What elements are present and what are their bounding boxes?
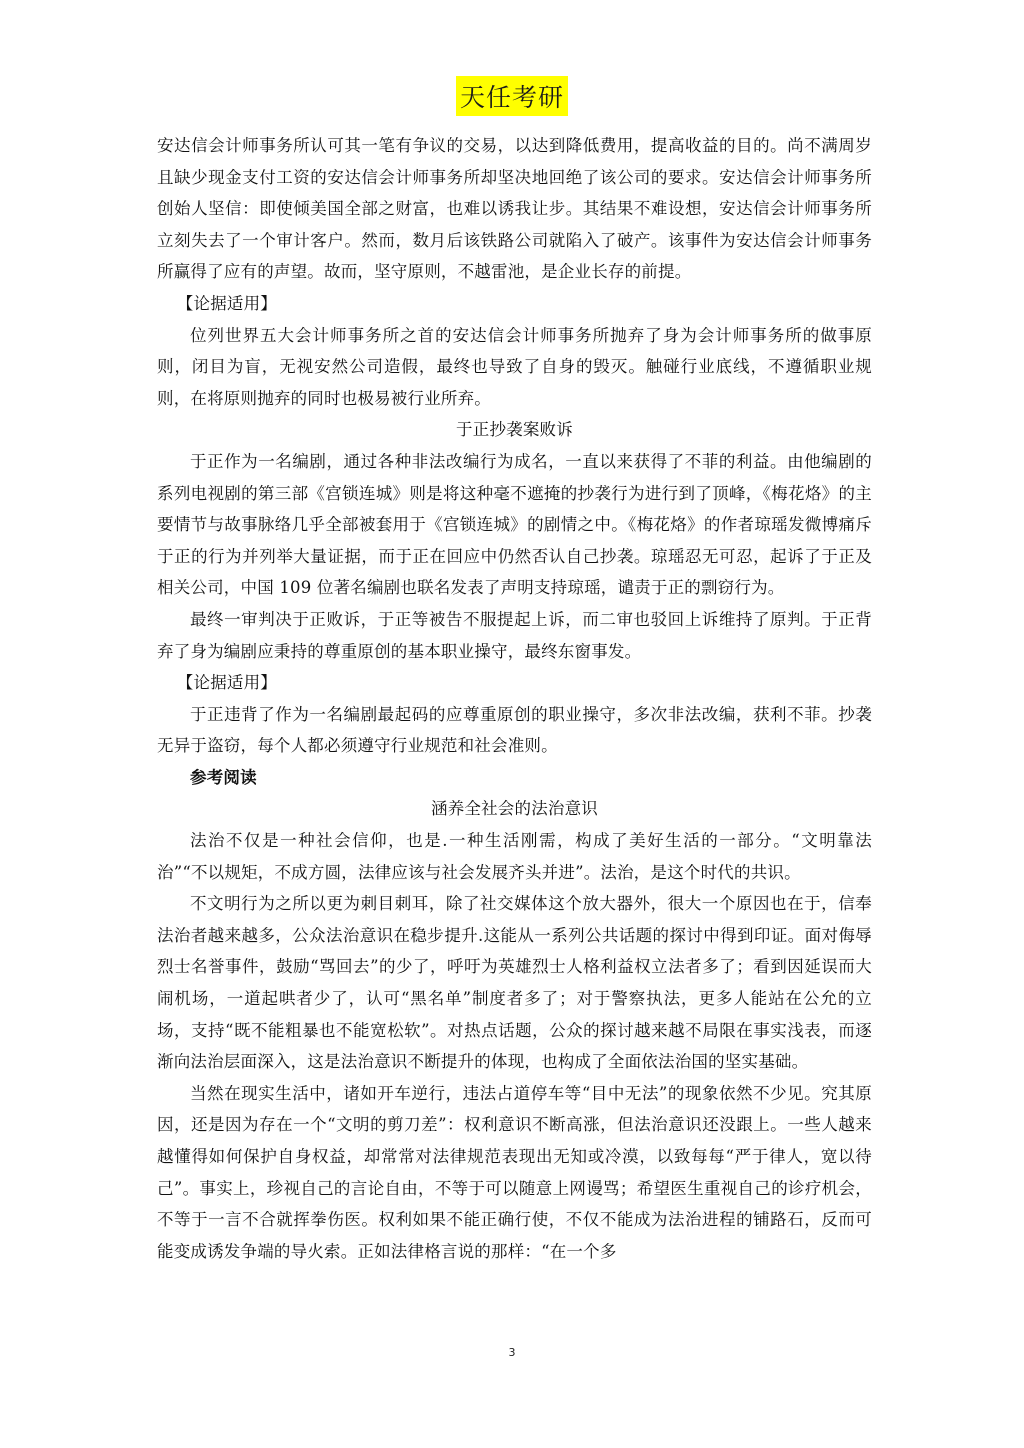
paragraph: 不文明行为之所以更为刺目刺耳，除了社交媒体这个放大器外，很大一个原因也在于，信奉法治者越来越多，公众法治意识在稳步提升.这能从一系列公共话题的探讨中得到印证。面对侮辱烈士名誉事件，鼓励“骂回去”的少了，呼吁为英雄烈士人格利益权立法者多了；看到因延误而大闹机场，一道起哄者少了，认可“黑名单”制度者多了；对于警察执法，更多人能站在公允的立场，支持“既不能粗暴也不能宽松软”。对热点话题，公众的探讨越来越不局限在事实浅表，而逐渐向法治层面深入，这是法治意识不断提升的体现，也构成了全面依法治国的坚实基础。 — [157, 894, 872, 1072]
section-label: 参考阅读 — [190, 767, 257, 787]
document-body — [157, 130, 872, 1267]
paragraph: 最终一审判决于正败诉，于正等被告不服提起上诉，而二审也驳回上诉维持了原判。于正背弃了身为编剧应秉持的尊重原创的基本职业操守，最终东窗事发。 — [157, 609, 872, 661]
paragraph: 于正违背了作为一名编剧最起码的应尊重原创的职业操守，多次非法改编，获利不菲。抄袭无异于盗窃，每个人都必须遵守行业规范和社会准则。 — [157, 704, 872, 756]
paragraph: 位列世界五大会计师事务所之首的安达信会计师事务所抛弃了身为会计师事务所的做事原则，闭目为盲，无视安然公司造假，最终也导致了自身的毁灭。触碰行业底线，不遵循职业规则，在将原则抛弃的同时也极易被行业所弃。 — [157, 325, 872, 408]
argument-label: 【论据适用】 — [176, 673, 277, 693]
page-number: 3 — [508, 1346, 516, 1359]
paragraph: 安达信会计师事务所认可其一笔有争议的交易，以达到降低费用，提高收益的目的。尚不满周岁且缺少现金支付工资的安达信会计师事务所却坚决地回绝了该公司的要求。安达信会计师事务所创始人坚信：即使倾美国全部之财富，也难以诱我让步。其结果不难设想，安达信会计师事务所立刻失去了一个审计客户。然而，数月后该铁路公司就陷入了破产。该事件为安达信会计师事务所赢得了应有的声望。故而，坚守原则，不越雷池，是企业长存的前提。 — [157, 136, 872, 282]
argument-label: 【论据适用】 — [176, 293, 277, 313]
paragraph: 法治不仅是一种社会信仰，也是.一种生活刚需，构成了美好生活的一部分。“文明靠法治”“不以规矩，不成方圆，法律应该与社会发展齐头并进”。法治，是这个时代的共识。 — [157, 831, 872, 882]
article-heading: 涵养全社会的法治意识 — [431, 799, 598, 819]
brand-logo: 天任考研 — [456, 76, 568, 116]
paragraph: 于正作为一名编剧，通过各种非法改编行为成名，一直以来获得了不菲的利益。由他编剧的系列电视剧的第三部《宫锁连城》则是将这种毫不遮掩的抄袭行为进行到了顶峰，《梅花烙》的主要情节与故事脉络几乎全部被套用于《宫锁连城》的剧情之中。《梅花烙》的作者琼瑶发微博痛斥于正的行为并列举大量证据，而于正在回应中仍然否认自己抄袭。琼瑶忍无可忍，起诉了于正及相关公司，中国 109 位著名编剧也联名发表了声明支持琼瑶，谴责于正的剽窃行为。 — [157, 451, 872, 598]
paragraph: 当然在现实生活中，诸如开车逆行，违法占道停车等“目中无法”的现象依然不少见。究其原因，还是因为存在一个“文明的剪刀差”：权利意识不断高涨，但法治意识还没跟上。一些人越来越懂得如何保护自身权益，却常常对法律规范表现出无知或冷漠，以致每每“严于律人，宽以待己”。事实上，珍视自己的言论自由，不等于可以随意上网谩骂；希望医生重视自己的诊疗机会，不等于一言不合就挥拳伤医。权利如果不能正确行使，不仅不能成为法治进程的铺路石，反而可能变成诱发争端的导火索。正如法律格言说的那样：“在一个多 — [157, 1083, 872, 1261]
case-heading: 于正抄袭案败诉 — [456, 420, 573, 440]
